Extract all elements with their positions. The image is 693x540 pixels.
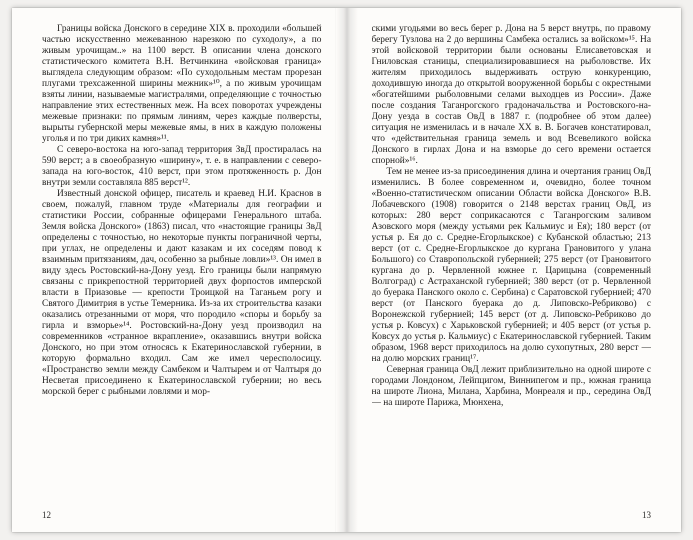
page-number-right: 13	[642, 510, 651, 520]
paragraph: Границы войска Донского в середине XIX в. проходили «большей частью искусственно межеванною нарезкою по суходолу», а по живым урочищам..» на 1100 верст. В описании члена донского статистического комитета В.Н. Ветчинкина «войсковая граница» выглядела следующим образом: «По суходольным местам прорезан плугами трехсаженной ширины межник»¹⁰, а по живым урочищам взяты линии, называемые магистралями, определяющие с точностью направление этих естественных меж. На всех поворотах учреждены межевые признаки: по прямым линиям, через каждые полверсты, вырыты губернской меры межевые ямы, в них в каждую положены уголья и по три диких камня»¹¹.	[42, 24, 322, 144]
page-right	[358, 8, 682, 532]
page-left	[12, 8, 336, 532]
book-gutter	[336, 8, 358, 532]
paragraph: С северо-востока на юго-запад территория ЗвД простиралась на 590 верст; а в своеобразную «ширину», т. е. в направлении с северо-запада на юго-восток, 410 верст, при этом протяженность р. Дон внутри земли составляла 885 верст¹².	[42, 145, 322, 188]
page-number-left: 12	[42, 510, 51, 520]
paragraph: Тем не менее из-за присоединения длина и очертания границ ОвД изменились. В более современном и, очевидно, более точном «Военно-статистическом описании Области войска Донского» В.В. Лобачевского (1908) говорится о 2148 верстах границ ОвД, из которых: 280 верст соприкасаются с Таганрогским заливом Азовского моря (между устьями рек Кальмиус и Ея); 180 верст (от устья р. Ея до с. Средне-Егорлыкское) с Кубанской областью; 213 верст (от с. Средне-Егорлыкское до кургана Грановитого у улана Большого) со Ставропольской губернией; 275 верст (от Грановитого кургана до р. Червленной южнее г. Царицына (современный Волгоград) с Астраханской губернией; 380 верст (от р. Червленной до буерака Панского около с. Сербина) с Саратовской губернией; 470 верст (от Панского буерака до д. Липовско-Ребриково) с Воронежской губернией; 145 верст (от д. Липовско-Ребриково до устья р. Ковсух) с Харьковской губернией; и 405 верст (от устья р. Ковсух до устья р. Кальмиус) с Екатеринославской губернией. Таким образом, 1968 верст приходилось на долю сухопутных, 280 верст — на долю морских границ¹⁷.	[371, 167, 651, 364]
paragraph: Северная граница ОвД лежит приблизительно на одной широте с городами Лондоном, Лейпцигом, Виннипегом и пр., южная граница на широте Лиона, Милана, Харбина, Монреаля и пр., середина ОвД — на широте Парижа, Мюнхена,	[371, 365, 651, 408]
paragraph: Известный донской офицер, писатель и краевед Н.И. Краснов в своем, пожалуй, главном труде «Материалы для географии и статистики России, собранные офицерами Генерального штаба. Земля войска Донского» (1863) писал, что «настоящие границы ЗвД определены с точностью, но некоторые пункты пограничной черты, при углах, не определены и дают казакам и их соседям повод к взаимным притязаниям, дач, особенно за рыбные ловли»¹³. Он имел в виду здесь Ростовский-на-Дону уезд. Его границы были напрямую связаны с прикрепостной территорией двух форпостов имперской власти в Приазовье — крепости Троицкой на Таганьем рогу и Святого Димитрия в устье Темерника. Из-за их строительства казаки оказались отрезанными от моря, что породило «споры и борьбу за гирла и взморье»¹⁴. Ростовский-на-Дону уезд производил на современников «странное вкрапление», оказавшись внутри войска Донского, но при этом относясь к Екатеринославской губернии, в которую формально входил. Сам же имел чересполосицу. «Пространство земли между Самбеком и Чалтырем и от Чалтыря до Несветая присоединено к Екатеринославской губернии; но весь морской берег с рыбными ловлями и мор-	[42, 189, 322, 397]
paragraph: скими угодьями во весь берег р. Дона на 5 верст внутрь, по правому берегу Тузлова на 2 до вершины Самбека остались за войском»¹⁵. На этой войсковой территории были основаны Елисаветовская и Гниловская станицы, специализировавшиеся на рыболовстве. Их жителям приходилось выдерживать острую конкуренцию, доходившую иногда до открытой вооруженной борьбы с окрестными «богатейшими рыболовными селами выходцев из России». Даже после создания Таганрогского градоначальства и Ростовского-на-Дону уезда в состав ОвД в 1887 г. (подробнее об этом далее) ситуация не изменилась и в начале XX в. В. Богачев констатировал, что «действительная граница земель и вод Всевеликого войска Донского в гирлах Дона и на взморье до сего времени остается спорной»¹⁶.	[371, 24, 651, 166]
page-right-text	[372, 24, 652, 498]
page-left-text	[42, 24, 322, 498]
book-spread	[12, 8, 681, 532]
